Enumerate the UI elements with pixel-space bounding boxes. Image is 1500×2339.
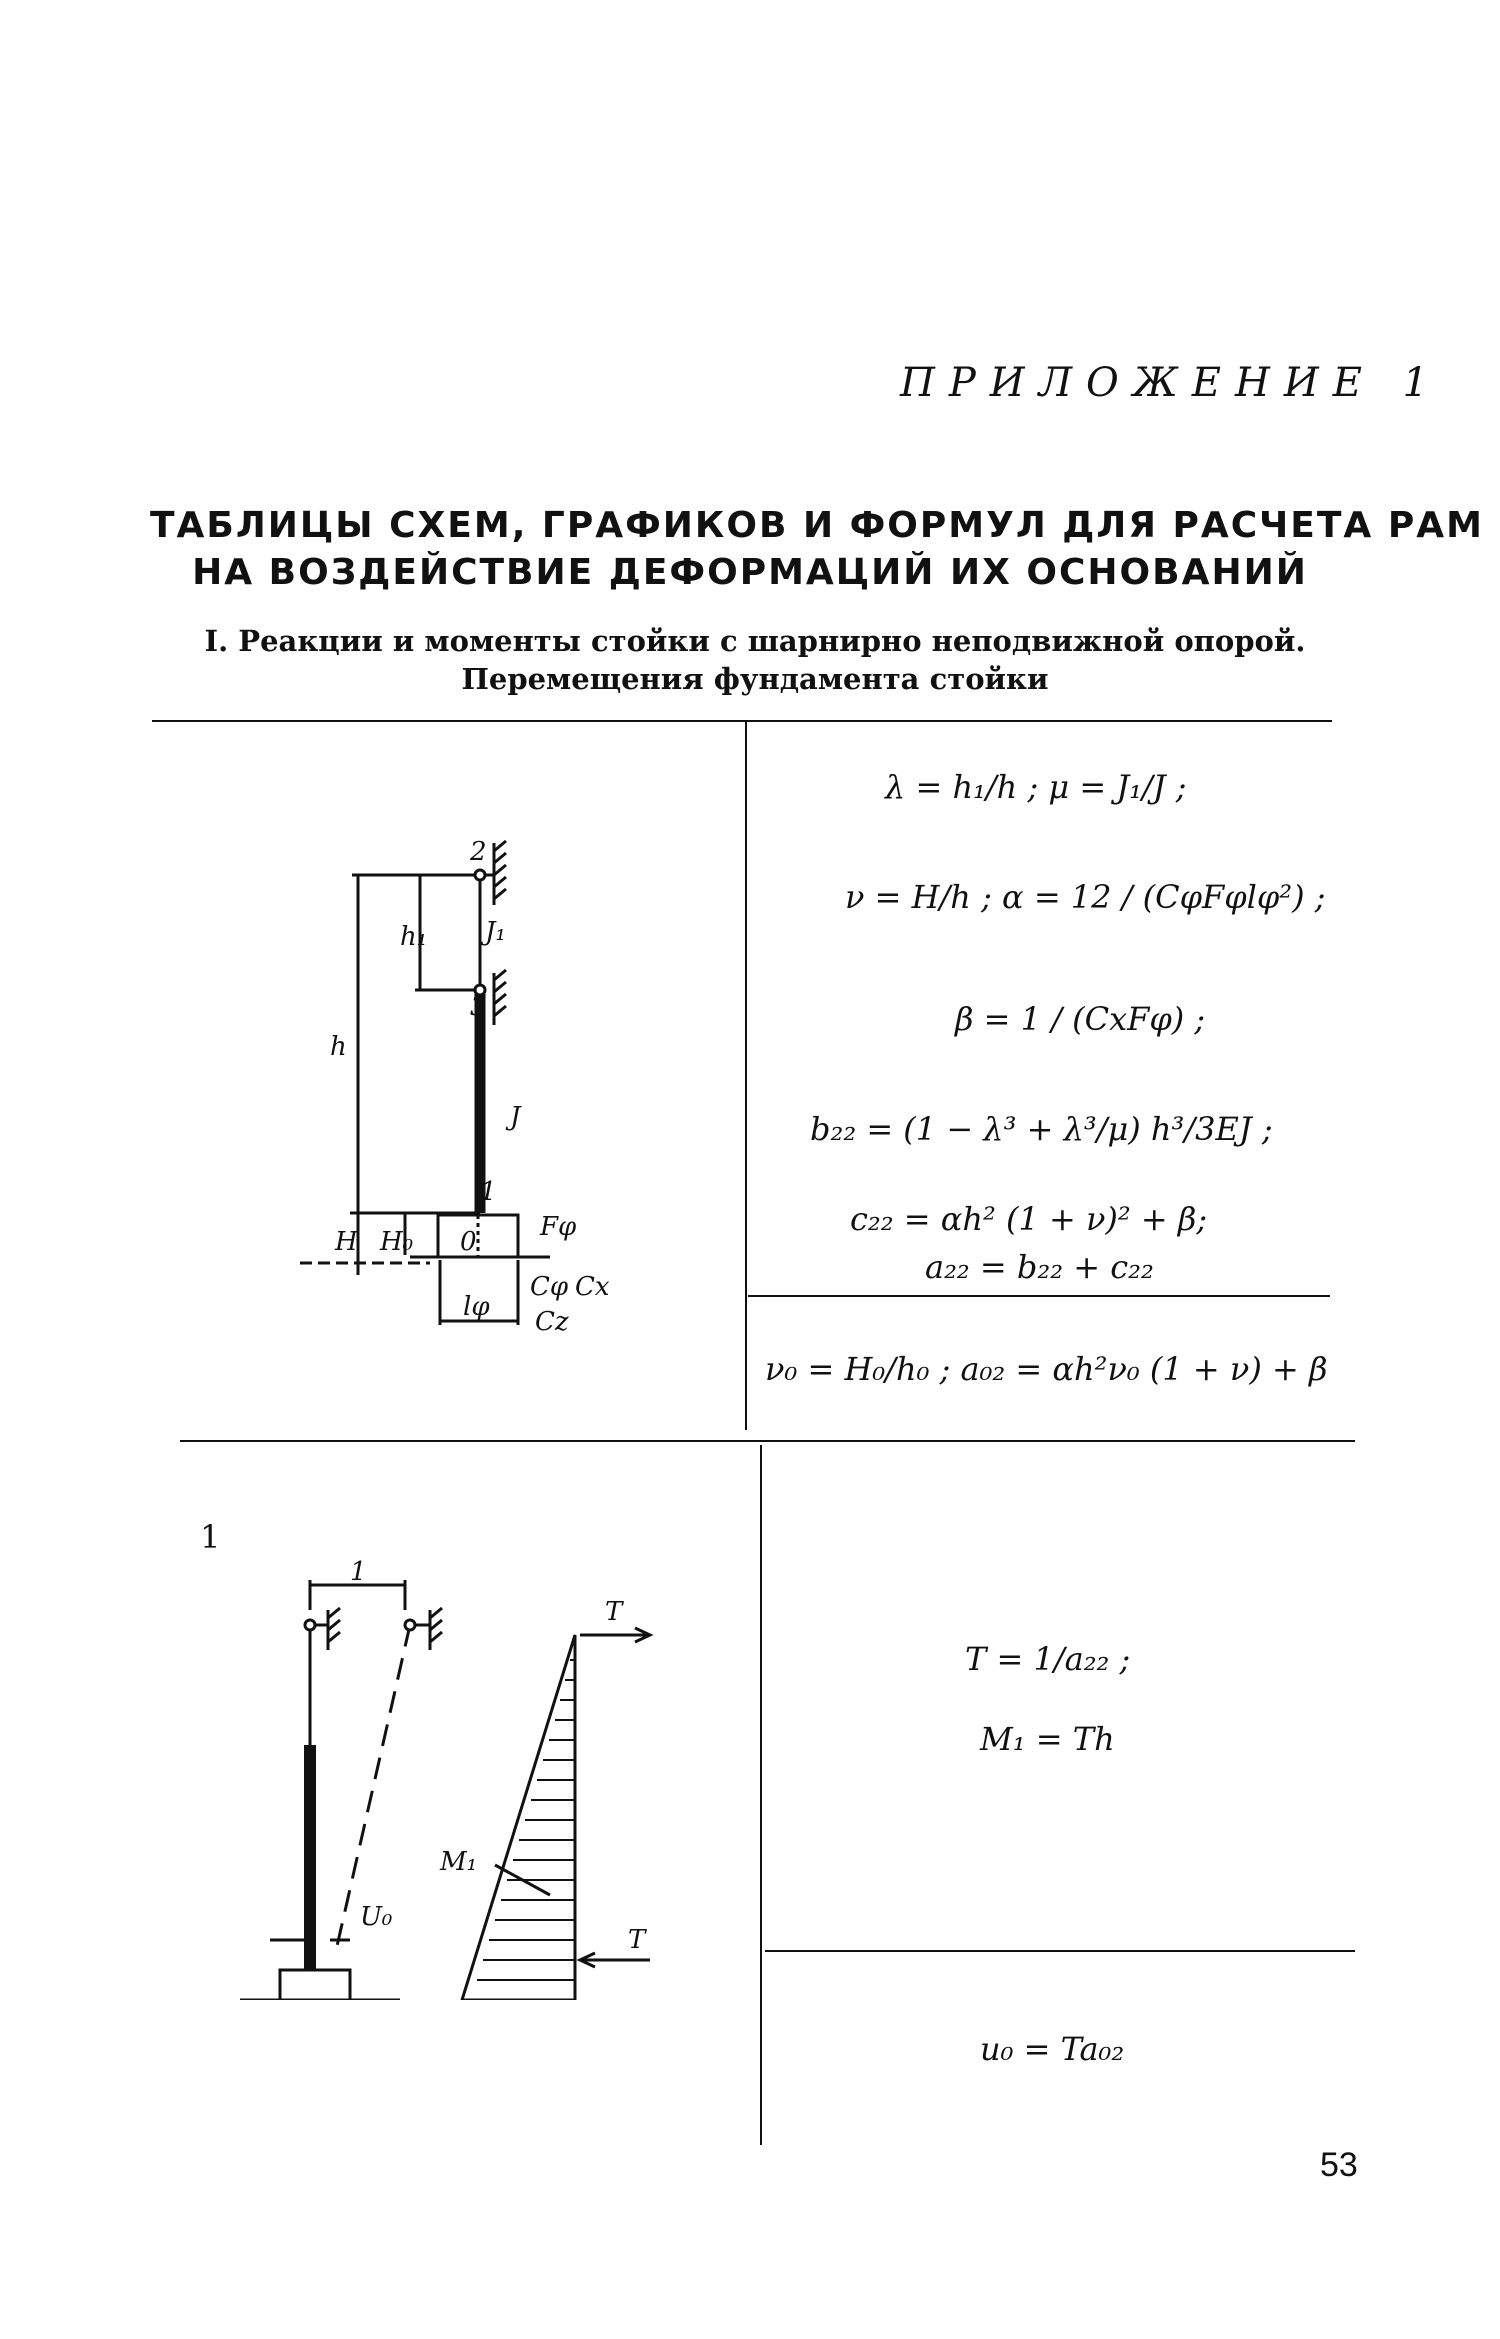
node-0-label: 0 bbox=[460, 1227, 477, 1257]
h1-label: h₁ bbox=[400, 922, 428, 952]
J1-label: J₁ bbox=[485, 917, 506, 947]
formula-u0: u₀ = Ta₀₂ bbox=[980, 2030, 1125, 2068]
T-bottom-label: T bbox=[628, 1925, 646, 1955]
table-2-inner-rule bbox=[765, 1950, 1355, 1952]
J-label: J bbox=[510, 1102, 521, 1132]
table-1-column-divider bbox=[745, 722, 747, 1430]
M1-label: M₁ bbox=[440, 1847, 478, 1877]
top-displacement-label: 1 bbox=[350, 1560, 367, 1587]
formula-c22: c₂₂ = αh² (1 + ν)² + β; bbox=[850, 1200, 1208, 1238]
Cx-label: Cx bbox=[575, 1272, 610, 1302]
table-1-top-rule bbox=[152, 720, 1332, 722]
table-2-column-divider bbox=[760, 1445, 762, 2145]
formula-T: T = 1/a₂₂ ; bbox=[965, 1640, 1131, 1678]
appendix-heading: ПРИЛОЖЕНИЕ 1 bbox=[900, 360, 1443, 406]
page-title-line-2: НА ВОЗДЕЙСТВИЕ ДЕФОРМАЦИЙ ИХ ОСНОВАНИЙ bbox=[192, 552, 1308, 593]
formula-beta: β = 1 / (CxFφ) ; bbox=[955, 1000, 1206, 1038]
node-2-label: 2 bbox=[470, 837, 487, 867]
H-label: H bbox=[335, 1227, 358, 1257]
formula-nu0-a02: ν₀ = H₀/h₀ ; a₀₂ = αh²ν₀ (1 + ν) + β bbox=[765, 1350, 1328, 1388]
h-label: h bbox=[330, 1032, 347, 1062]
formula-M1: M₁ = Th bbox=[980, 1720, 1115, 1758]
u0-label: U₀ bbox=[360, 1902, 393, 1932]
H0-label: H₀ bbox=[380, 1227, 414, 1257]
Fphi-label: Fφ bbox=[540, 1212, 577, 1242]
page-title-line-1: ТАБЛИЦЫ СХЕМ, ГРАФИКОВ И ФОРМУЛ ДЛЯ РАСЧЕТА РАМ bbox=[150, 505, 1484, 546]
section-title-line-2: Перемещения фундамента стойки bbox=[461, 662, 1049, 696]
node-1-label: 1 bbox=[480, 1177, 497, 1207]
page-number: 53 bbox=[1320, 2146, 1358, 2184]
T-top-label: T bbox=[605, 1597, 623, 1627]
Cphi-label: Cφ bbox=[530, 1272, 569, 1302]
formula-a22: a₂₂ = b₂₂ + c₂₂ bbox=[925, 1248, 1154, 1286]
formula-b22: b₂₂ = (1 − λ³ + λ³/μ) h³/3EJ ; bbox=[810, 1110, 1273, 1148]
table-1-inner-rule bbox=[748, 1295, 1330, 1297]
formula-lambda-mu: λ = h₁/h ; μ = J₁/J ; bbox=[885, 768, 1187, 806]
lphi-label: lφ bbox=[463, 1292, 490, 1322]
table-1-bottom-rule bbox=[180, 1440, 1355, 1442]
displacement-moment-figure bbox=[230, 1560, 690, 2000]
row-number: 1 bbox=[200, 1518, 221, 1556]
section-title-line-1: I. Реакции и моменты стойки с шарнирно неподвижной опорой. bbox=[204, 624, 1306, 658]
column-scheme-figure bbox=[280, 825, 630, 1345]
Cz-label: Cz bbox=[535, 1307, 569, 1337]
node-3-label: 3 bbox=[470, 992, 487, 1022]
formula-nu-alpha: ν = H/h ; α = 12 / (CφFφlφ²) ; bbox=[845, 878, 1326, 916]
